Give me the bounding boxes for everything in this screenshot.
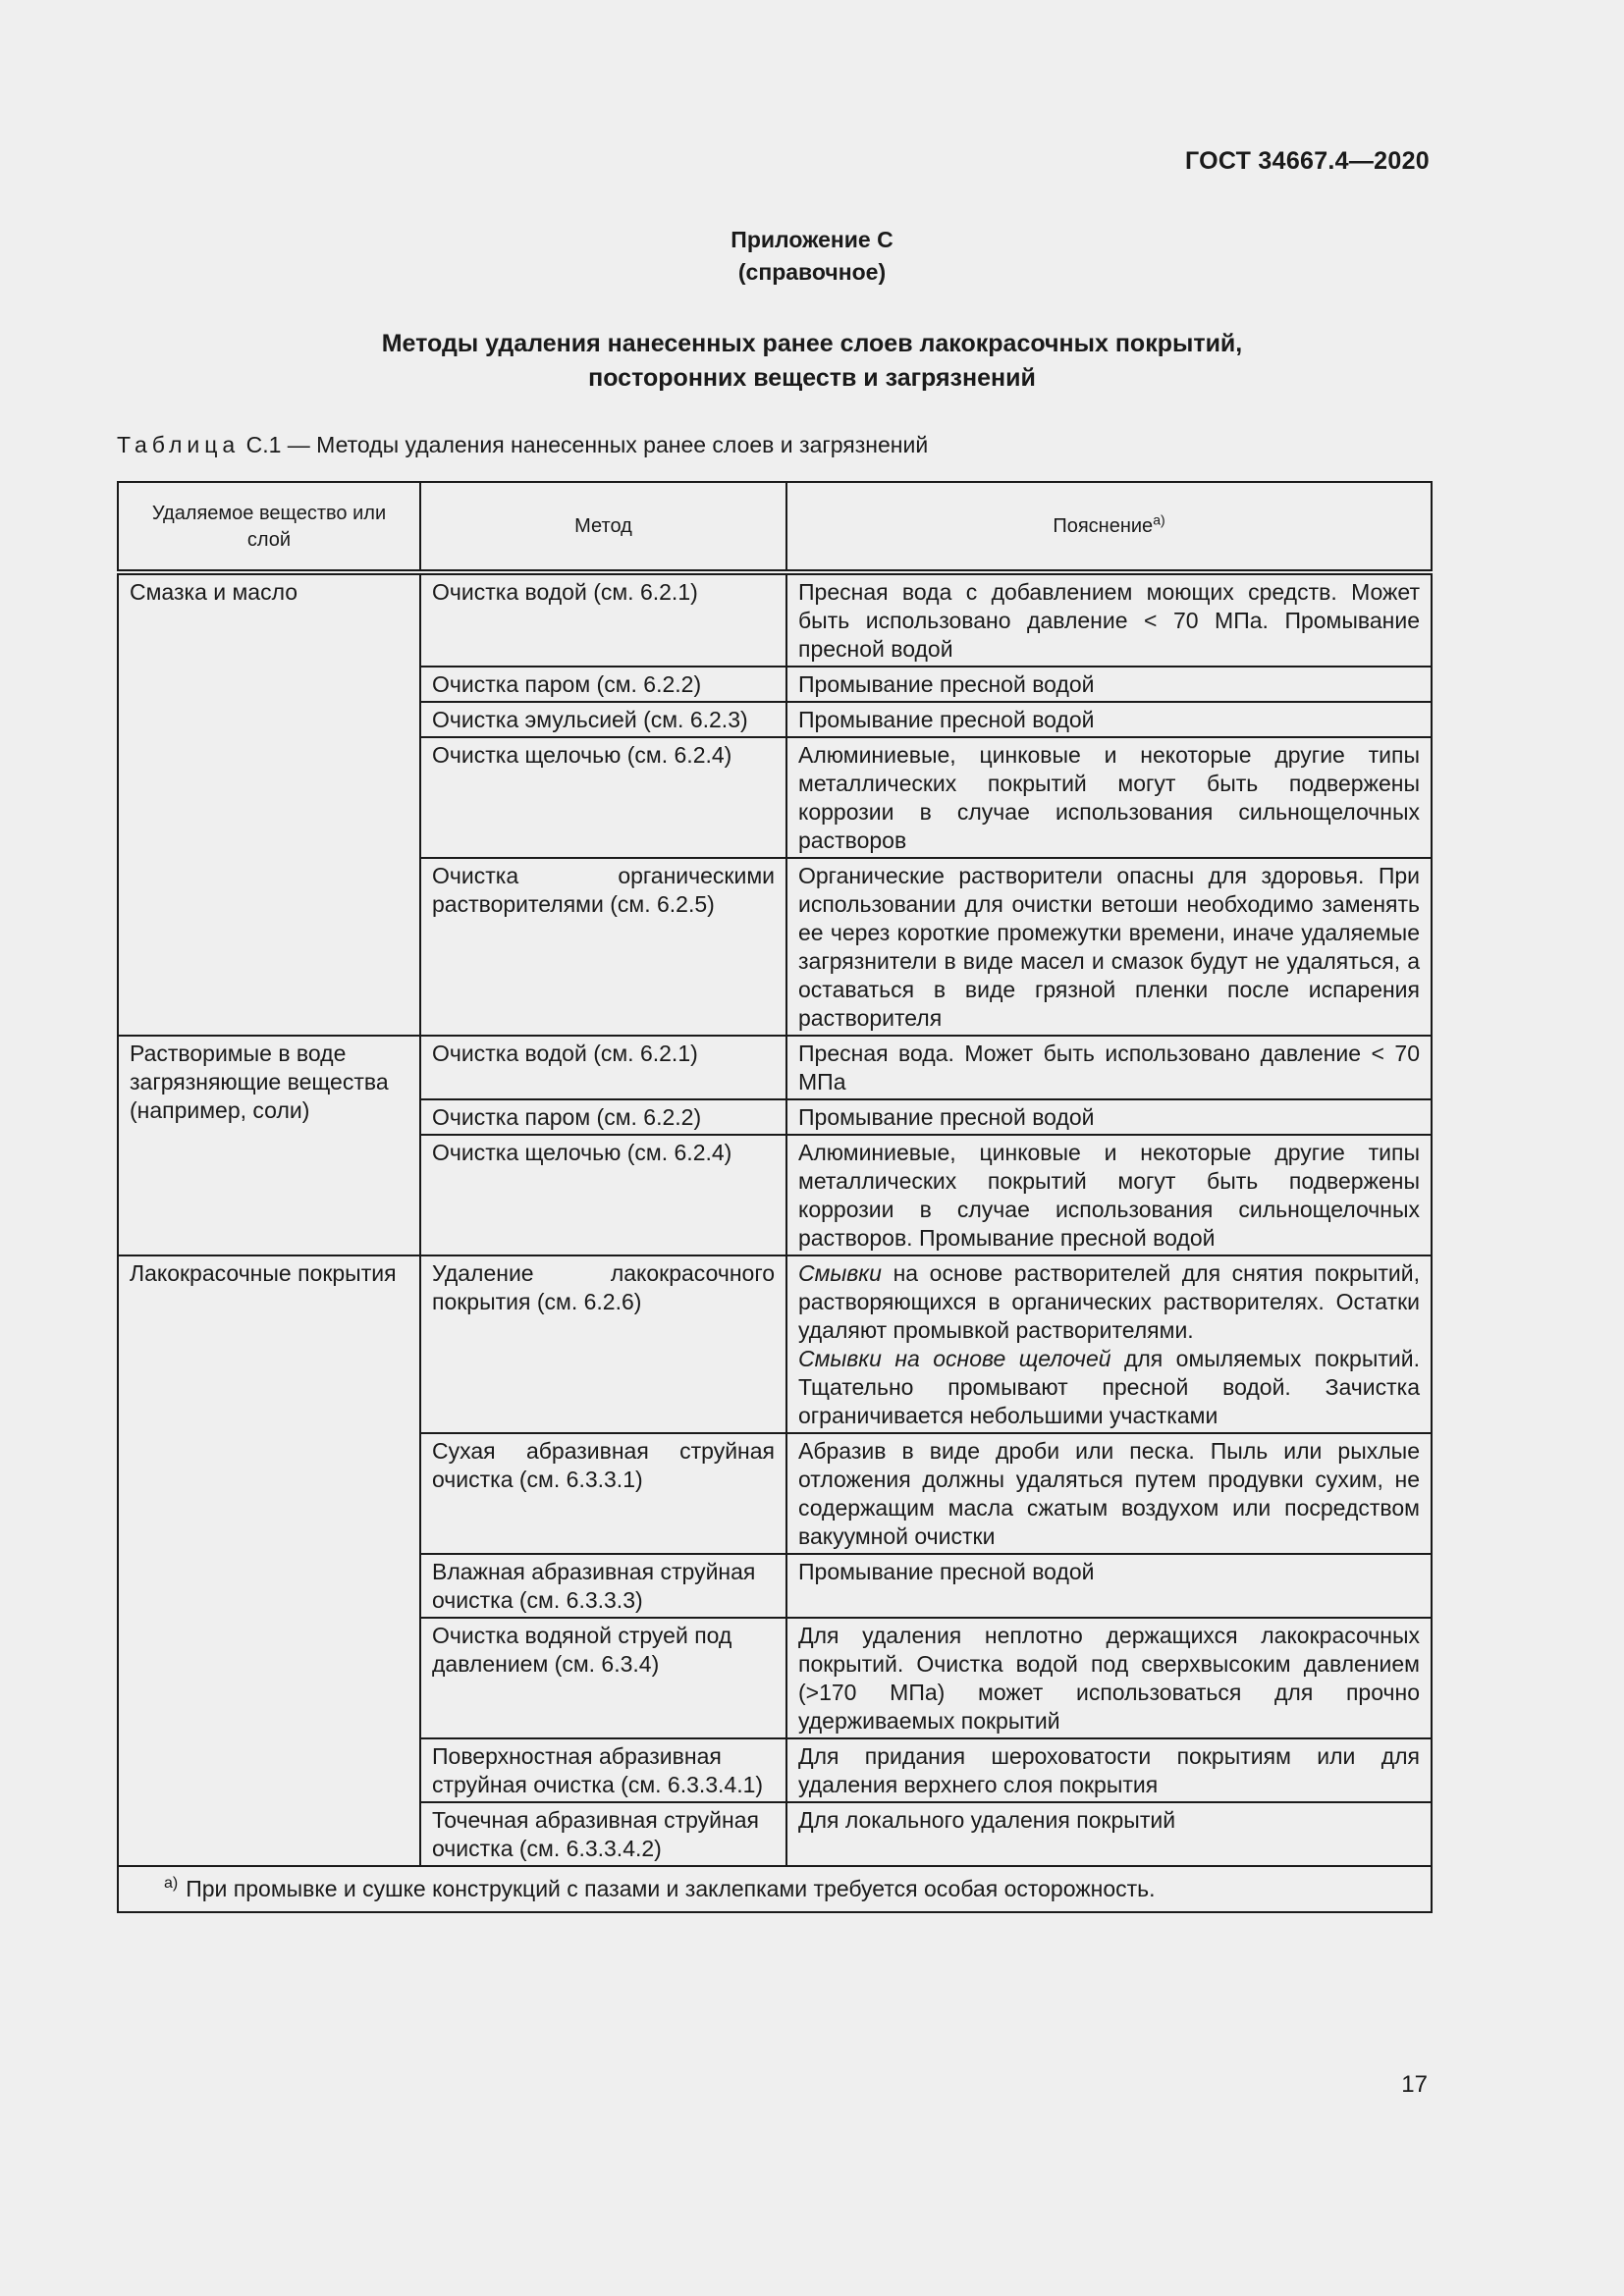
appendix-type: (справочное) bbox=[737, 259, 887, 285]
substance-cell: Смазка и масло bbox=[118, 572, 420, 1036]
document-code: ГОСТ 34667.4—2020 bbox=[1184, 147, 1430, 175]
note-emphasis: Смывки на основе щелочей bbox=[798, 1346, 1111, 1371]
page-title-line-1: Методы удаления нанесенных ранее слоев лакокрасочных покрытий, bbox=[381, 330, 1243, 357]
footnote-mark: а) bbox=[164, 1875, 179, 1893]
note-text: для омыляемых покрытий. Тщательно промывают пресной водой. Зачистка ограничивается небольшими участками bbox=[798, 1346, 1420, 1428]
header-method: Метод bbox=[420, 482, 786, 572]
method-cell: Удаление лакокрасочного покрытия (см. 6.2.6) bbox=[420, 1255, 786, 1433]
page-title bbox=[0, 327, 1624, 396]
note-cell: Промывание пресной водой bbox=[786, 1099, 1432, 1135]
note-cell: Пресная вода. Может быть использовано давление < 70 МПа bbox=[786, 1036, 1432, 1099]
method-cell: Очистка органическими растворителями (см. 6.2.5) bbox=[420, 858, 786, 1036]
page-title-line-2: посторонних веществ и загрязнений bbox=[588, 364, 1036, 392]
method-cell: Очистка водой (см. 6.2.1) bbox=[420, 1036, 786, 1099]
header-substance: Удаляемое вещество или слой bbox=[118, 482, 420, 572]
method-cell: Сухая абразивная струйная очистка (см. 6.3.3.1) bbox=[420, 1433, 786, 1554]
method-cell: Очистка эмульсией (см. 6.2.3) bbox=[420, 702, 786, 737]
note-cell: Для придания шероховатости покрытиям или для удаления верхнего слоя покрытия bbox=[786, 1738, 1432, 1802]
note-text: на основе растворителей для снятия покрытий, растворяющихся в органических растворителях. Остатки удаляют промывкой растворителями. bbox=[798, 1260, 1420, 1343]
method-cell: Очистка щелочью (см. 6.2.4) bbox=[420, 1135, 786, 1255]
note-cell: Для локального удаления покрытий bbox=[786, 1802, 1432, 1866]
note-cell: Органические растворители опасны для здоровья. При использовании для очистки ветоши необходимо заменять ее через короткие промежутки времени, иначе удаляемые загрязнители в виде масел и смазок будут не удаляться, а оставаться в виде грязной пленки после испарения растворителя bbox=[786, 858, 1432, 1036]
method-cell: Очистка водяной струей под давлением (см. 6.3.4) bbox=[420, 1618, 786, 1738]
appendix-label: Приложение С bbox=[731, 227, 893, 252]
note-emphasis: Смывки bbox=[798, 1260, 882, 1286]
note-cell: Промывание пресной водой bbox=[786, 667, 1432, 702]
note-cell: Промывание пресной водой bbox=[786, 702, 1432, 737]
table-row bbox=[118, 572, 1432, 667]
table-row bbox=[118, 1255, 1432, 1433]
page-number: 17 bbox=[1401, 2071, 1428, 2098]
header-note: Пояснение$^{а)}$ bbox=[786, 482, 1432, 572]
table-row bbox=[118, 1036, 1432, 1099]
note-cell: Абразив в виде дроби или песка. Пыль или рыхлые отложения должны удаляться путем продувки сухим, не содержащим масла сжатым воздухом или посредством вакуумной очистки bbox=[786, 1433, 1432, 1554]
method-cell: Очистка щелочью (см. 6.2.4) bbox=[420, 737, 786, 858]
table-footnote bbox=[118, 1866, 1432, 1912]
table-caption-prefix: Таблица bbox=[117, 432, 241, 457]
table-caption bbox=[117, 432, 928, 458]
note-cell bbox=[786, 1255, 1432, 1433]
header-note-footnote-mark: а) bbox=[1153, 511, 1165, 528]
method-cell: Очистка паром (см. 6.2.2) bbox=[420, 667, 786, 702]
appendix-heading bbox=[0, 224, 1624, 289]
method-cell: Очистка паром (см. 6.2.2) bbox=[420, 1099, 786, 1135]
table-footnote-row bbox=[118, 1866, 1432, 1912]
method-cell: Точечная абразивная струйная очистка (см. 6.3.3.4.2) bbox=[420, 1802, 786, 1866]
note-cell: Для удаления неплотно держащихся лакокрасочных покрытий. Очистка водой под сверхвысоким давлением (>170 МПа) может использоваться для прочно удерживаемых покрытий bbox=[786, 1618, 1432, 1738]
substance-cell: Растворимые в воде загрязняющие вещества (например, соли) bbox=[118, 1036, 420, 1255]
method-cell: Влажная абразивная струйная очистка (см. 6.3.3.3) bbox=[420, 1554, 786, 1618]
table-caption-text: С.1 — Методы удаления нанесенных ранее слоев и загрязнений bbox=[245, 432, 929, 457]
note-cell: Алюминиевые, цинковые и некоторые другие типы металлических покрытий могут быть подвержены коррозии в случае использования сильнощелочных растворов bbox=[786, 737, 1432, 858]
footnote-text: При промывке и сушке конструкций с пазами и заклепками требуется особая осторожность. bbox=[186, 1876, 1156, 1901]
method-cell: Очистка водой (см. 6.2.1) bbox=[420, 572, 786, 667]
substance-cell: Лакокрасочные покрытия bbox=[118, 1255, 420, 1866]
note-cell: Алюминиевые, цинковые и некоторые другие типы металлических покрытий могут быть подвержены коррозии в случае использования сильнощелочных растворов. Промывание пресной водой bbox=[786, 1135, 1432, 1255]
table-header-row bbox=[118, 482, 1432, 572]
method-cell: Поверхностная абразивная струйная очистка (см. 6.3.3.4.1) bbox=[420, 1738, 786, 1802]
note-cell: Пресная вода с добавлением моющих средств. Может быть использовано давление < 70 МПа. Промывание пресной водой bbox=[786, 572, 1432, 667]
note-cell: Промывание пресной водой bbox=[786, 1554, 1432, 1618]
methods-table bbox=[117, 481, 1433, 1913]
